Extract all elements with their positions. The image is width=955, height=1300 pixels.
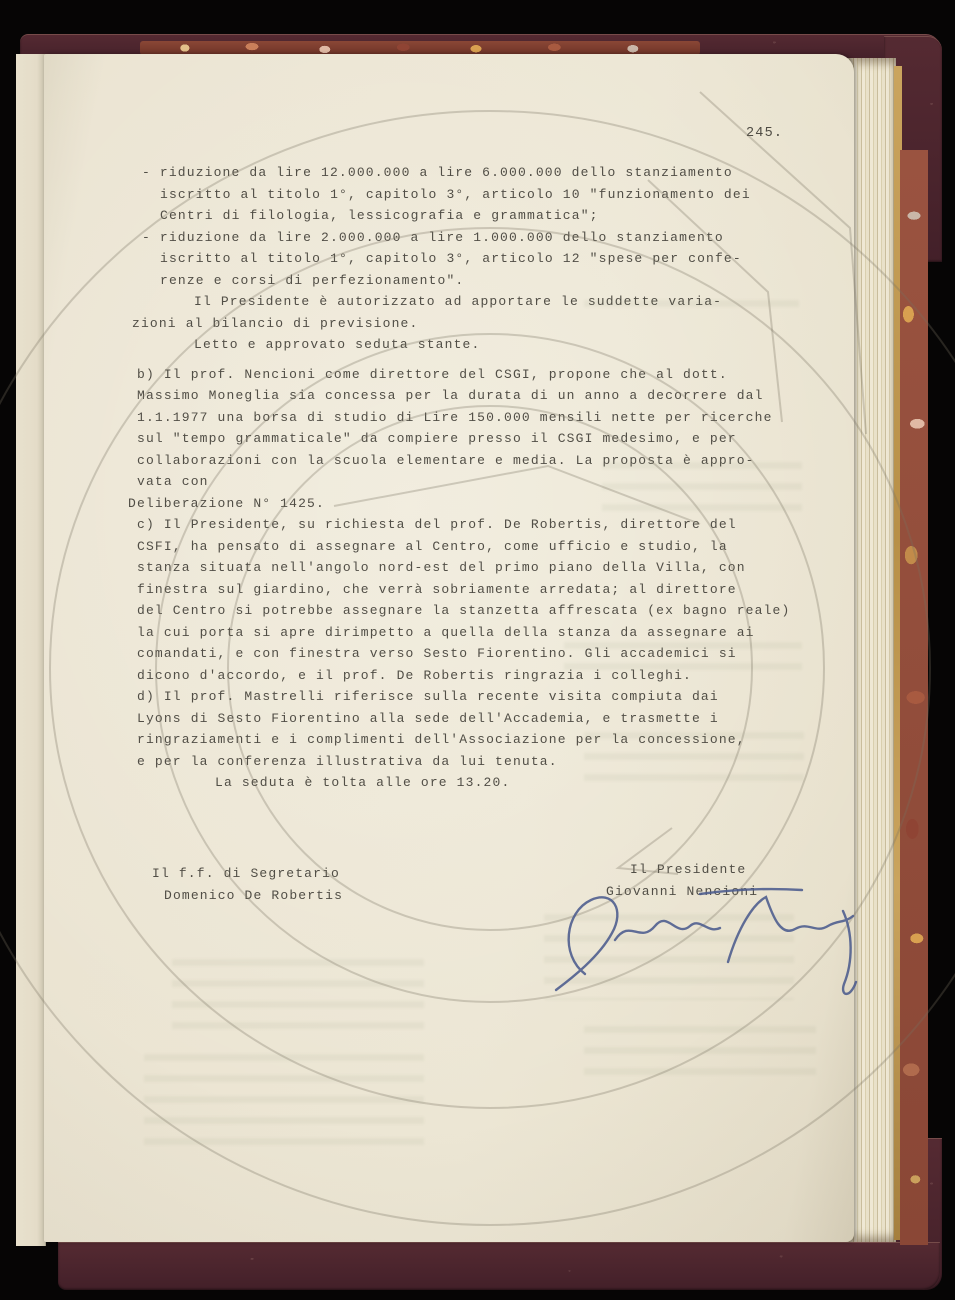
footer-left-name: Domenico De Robertis: [164, 888, 344, 903]
text-line: Massimo Moneglia sia concessa per la durata di un anno a decorrere dal: [137, 388, 764, 403]
text-line: la cui porta si apre dirimpetto a quella della stanza da assegnare ai: [137, 624, 755, 640]
bleedthrough-text-ghost: [564, 642, 802, 684]
document-page: [44, 54, 854, 1242]
text-line: b) Il prof. Nencioni come direttore del CSGI, propone che al dott.: [137, 366, 728, 382]
bleedthrough-text-ghost: [144, 1054, 424, 1146]
text-line: zioni al bilancio di previsione.: [132, 315, 419, 331]
text-line: iscritto al titolo 1°, capitolo 3°, articolo 12 "spese per confe-: [160, 251, 742, 266]
bleedthrough-text-ghost: [172, 959, 424, 1039]
text-line: dicono d'accordo, e il prof. De Robertis ringrazia i colleghi.: [137, 667, 692, 683]
text-line: e per la conferenza illustrativa da lui tenuta.: [137, 753, 558, 769]
bleedthrough-text-ghost: [602, 462, 802, 524]
text-line: comandati, e con finestra verso Sesto Fiorentino. Gli accademici si: [137, 646, 737, 661]
bleedthrough-text-ghost: [584, 732, 804, 794]
text-line: del Centro si potrebbe assegnare la stanzetta affrescata (ex bagno reale): [137, 603, 791, 618]
text-line: CSFI, ha pensato di assegnare al Centro, come ufficio e studio, la: [137, 538, 728, 554]
page-number: 245.: [746, 126, 784, 141]
text-line: c) Il Presidente, su richiesta del prof. De Robertis, direttore del: [137, 517, 737, 532]
bleedthrough-text-ghost: [544, 914, 794, 1000]
facing-page-sliver: [16, 54, 46, 1246]
text-line: - riduzione da lire 12.000.000 a lire 6.000.000 dello stanziamento: [142, 165, 733, 180]
marbled-endpaper-edge: [900, 150, 928, 1245]
marbled-top-edge: [140, 41, 700, 55]
text-line: stanza situata nell'angolo nord-est del primo piano della Villa, con: [137, 560, 746, 575]
text-line: Il Presidente è autorizzato ad apportare le suddette varia-: [194, 294, 723, 309]
text-line: Lyons di Sesto Fiorentino alla sede dell'Accademia, e trasmette i: [137, 710, 719, 726]
bleedthrough-text-ghost: [584, 300, 799, 320]
text-line: renze e corsi di perfezionamento".: [160, 272, 465, 288]
text-line: - riduzione da lire 2.000.000 a lire 1.000.000 dello stanziamento: [142, 229, 724, 245]
text-line: vata con: [137, 474, 209, 489]
book-cover-bottom-edge: [58, 1242, 940, 1290]
text-line: ringraziamenti e i complimenti dell'Associazione per la concessione,: [137, 732, 746, 747]
text-line: 1.1.1977 una borsa di studio di Lire 150.000 mensili nette per ricerche: [137, 409, 773, 425]
text-line: d) Il prof. Mastrelli riferisce sulla recente visita compiuta dai: [137, 689, 719, 704]
text-line: Deliberazione N° 1425.: [128, 495, 325, 511]
footer-right-role: Il Presidente: [630, 862, 747, 877]
text-line: sul "tempo grammaticale" da compiere presso il CSGI medesimo, e per: [137, 431, 737, 446]
footer-right-name: Giovanni Nencioni: [606, 884, 759, 899]
text-line: collaborazioni con la scuola elementare e media. La proposta è appro-: [137, 452, 755, 468]
footer-left-role: Il f.f. di Segretario: [152, 866, 340, 881]
text-line: finestra sul giardino, che verrà sobriamente arredata; al direttore: [137, 581, 737, 597]
bleedthrough-text-ghost: [584, 1026, 816, 1088]
text-line: Centri di filologia, lessicografia e grammatica";: [160, 208, 599, 223]
text-line: Letto e approvato seduta stante.: [194, 337, 481, 352]
text-line: La seduta è tolta alle ore 13.20.: [215, 775, 511, 790]
text-line: iscritto al titolo 1°, capitolo 3°, articolo 10 "funzionamento dei: [160, 186, 751, 202]
